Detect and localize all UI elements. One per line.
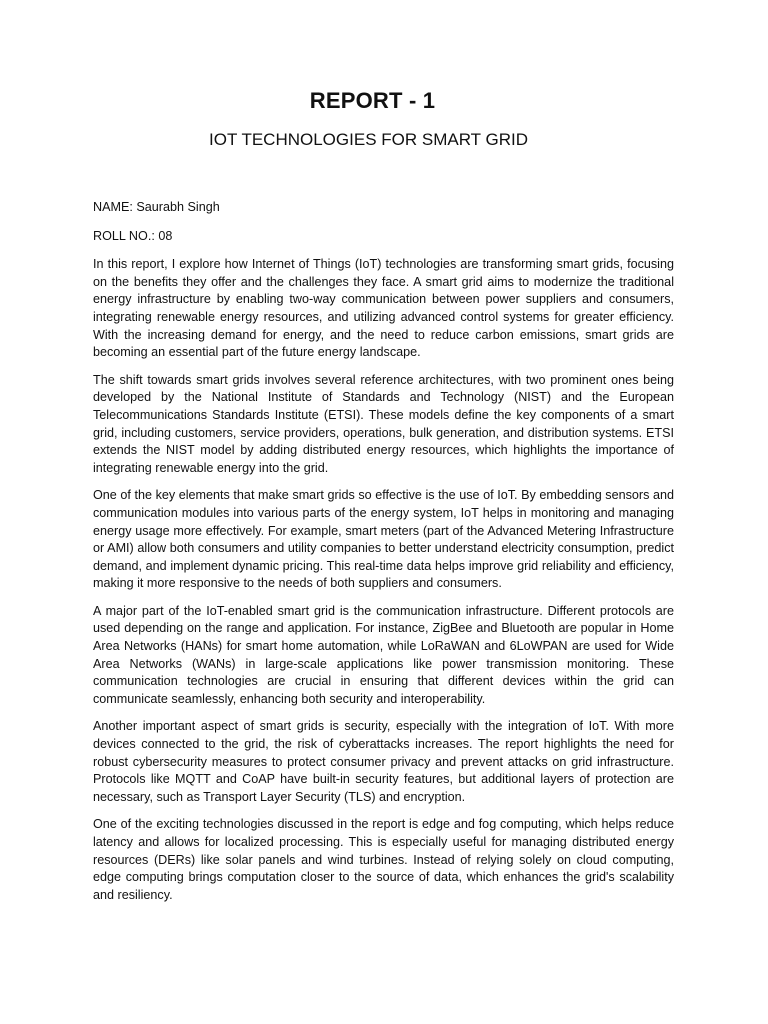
paragraph-intro: In this report, I explore how Internet of Things (IoT) technologies are transforming smart grids, focusing on the benefits they offer and the challenges they face. A smart grid aims to modernize the traditional energy infrastructure by enabling two-way communication between power suppliers and consumers, integrating renewable energy resources, and utilizing advanced control systems for greater efficiency. With the increasing demand for energy, and the need to reduce carbon emissions, smart grids are becoming an essential part of the future energy landscape.: [93, 257, 674, 360]
report-subtitle: IOT TECHNOLOGIES FOR SMART GRID: [209, 130, 528, 149]
paragraph-security: Another important aspect of smart grids is security, especially with the integration of IoT. With more devices connected to the grid, the risk of cyberattacks increases. The report highlights the need for robust cybersecurity measures to protect consumer privacy and prevent attacks on grid infrastructure. Protocols like MQTT and CoAP have built-in security features, but additional layers of protection are necessary, such as Transport Layer Security (TLS) and encryption.: [93, 719, 674, 804]
paragraph-edge-fog: One of the exciting technologies discussed in the report is edge and fog computing, which helps reduce latency and allows for localized processing. This is especially useful for managing distributed energy resources (DERs) like solar panels and wind turbines. Instead of relying solely on cloud computing, edge computing brings computation closer to the source of data, which enhances the grid's scalability and resiliency.: [93, 817, 674, 902]
roll-number: ROLL NO.: 08: [93, 228, 173, 243]
author-name: NAME: Saurabh Singh: [93, 200, 220, 214]
paragraph-iot-elements: One of the key elements that make smart grids so effective is the use of IoT. By embedding sensors and communication modules into various parts of the energy system, IoT helps in monitoring and managing energy usage more effectively. For example, smart meters (part of the Advanced Metering Infrastructure or AMI) allow both consumers and utility companies to better understand electricity consumption, predict demand, and implement dynamic pricing. This real-time data helps improve grid reliability and efficiency, making it more responsive to the needs of both suppliers and consumers.: [93, 488, 674, 591]
paragraph-communication: A major part of the IoT-enabled smart grid is the communication infrastructure. Different protocols are used depending on the range and application. For instance, ZigBee and Bluetooth are popular in Home Area Networks (HANs) for smart home automation, while LoRaWAN and 6LoWPAN are used for Wide Area Networks (WANs) in large-scale applications like power transmission monitoring. These communication technologies are crucial in ensuring that different devices within the grid can communicate seamlessly, enhancing both security and interoperability.: [93, 603, 674, 706]
report-body: [93, 199, 674, 914]
paragraph-architectures: The shift towards smart grids involves several reference architectures, with two prominent ones being developed by the National Institute of Standards and Technology (NIST) and the European Telecommunications Standards Institute (ETSI). These models define the key components of a smart grid, including customers, service providers, operations, bulk generation, and distribution systems. ETSI extends the NIST model by adding distributed energy resources, which highlights the importance of integrating renewable energy into the grid.: [93, 372, 674, 475]
report-title: REPORT - 1: [309, 88, 436, 113]
